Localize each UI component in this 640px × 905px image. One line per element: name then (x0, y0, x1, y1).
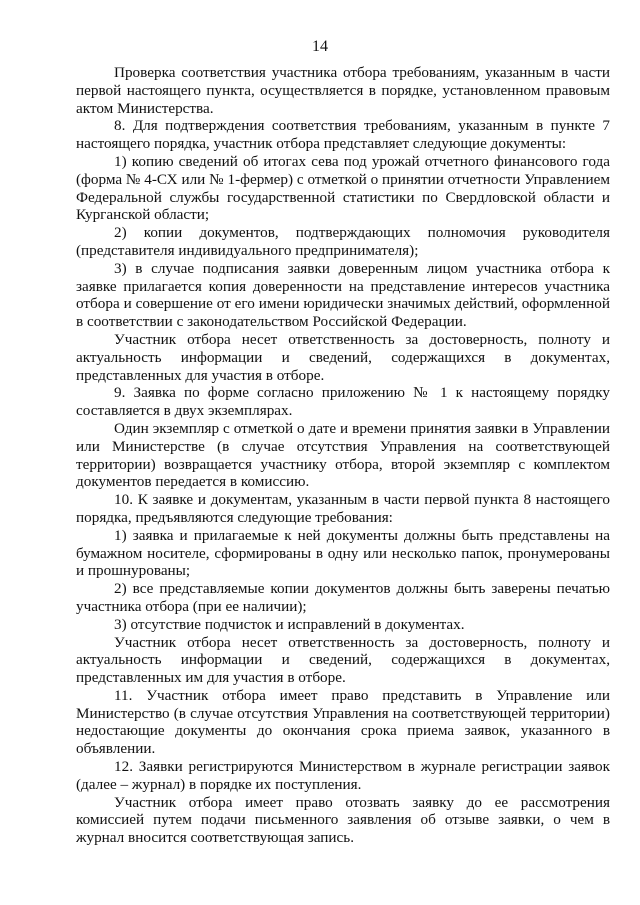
paragraph: Один экземпляр с отметкой о дате и времени принятия заявки в Управлении или Министерстве (в случае отсутствия Управления на соответствующей территории) возвращается участнику отбора, второй экземпляр с комплектом документов передается в комиссию. (76, 419, 610, 491)
paragraph: 10. К заявке и документам, указанным в части первой пункта 8 настоящего порядка, предъявляются следующие требования: (76, 491, 610, 526)
paragraph: 8. Для подтверждения соответствия требованиям, указанным в пункте 7 настоящего порядка, участник отбора представляет следующие документы: (76, 117, 610, 153)
paragraph: Участник отбора несет ответственность за достоверность, полноту и актуальность информации и сведений, содержащихся в документах, представленных для участия в отборе. (76, 330, 610, 384)
paragraph: 2) все представляемые копии документов должны быть заверены печатью участника отбора (при ее наличии); (76, 580, 610, 615)
paragraph: 3) в случае подписания заявки доверенным лицом участника отбора к заявке прилагается копия доверенности на представление интересов участника отбора и совершение от его имени юридически значимых действий, оформленной в соответствии с законодательством Российской Федерации. (76, 259, 610, 331)
paragraph: 11. Участник отбора имеет право представить в Управление или Министерство (в случае отсутствия Управления на соответствующей территории) недостающие документы до окончания срока приема заявок, указанного в объявлении. (76, 686, 610, 758)
paragraph: Участник отбора имеет право отозвать заявку до ее рассмотрения комиссией путем подачи письменного заявления об отзыве заявки, о чем в журнал вносится соответствующая запись. (76, 793, 610, 847)
paragraph: Проверка соответствия участника отбора требованиям, указанным в части первой настоящего пункта, осуществляется в порядке, установленном правовым актом Министерства. (76, 64, 610, 117)
paragraph: 9. Заявка по форме согласно приложению № 1 к настоящему порядку составляется в двух экземплярах. (76, 384, 610, 420)
paragraph: 3) отсутствие подчисток и исправлений в документах. (114, 615, 465, 633)
paragraph: Участник отбора несет ответственность за достоверность, полноту и актуальность информации и сведений, содержащихся в документах, представленных им для участия в отборе. (76, 633, 610, 687)
paragraph: 1) копию сведений об итогах сева под урожай отчетного финансового года (форма № 4-СХ или № 1-фермер) с отметкой о принятии отчетности Управлением Федеральной службы государственной статистики по Свердловской области и Курганской области; (76, 152, 610, 224)
document-body (76, 64, 610, 847)
paragraph: 2) копии документов, подтверждающих полномочия руководителя (представителя индивидуального предпринимателя); (76, 224, 610, 259)
page-number: 14 (312, 38, 328, 55)
paragraph: 12. Заявки регистрируются Министерством в журнале регистрации заявок (далее – журнал) в порядке их поступления. (76, 758, 610, 793)
paragraph: 1) заявка и прилагаемые к ней документы должны быть представлены на бумажном носителе, сформированы в одну или несколько папок, пронумерованы и прошнурованы; (76, 526, 610, 580)
